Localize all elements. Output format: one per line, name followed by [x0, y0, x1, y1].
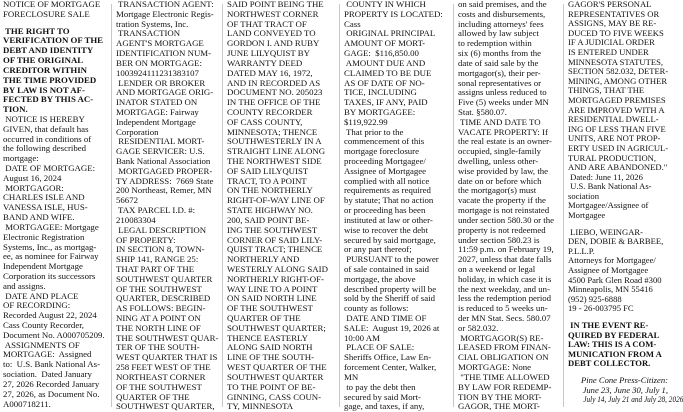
notice-line: ALONG SAID NORTH: [227, 342, 313, 353]
notice-line: county as follows:: [344, 303, 409, 314]
notice-line: commencement of this: [344, 136, 425, 147]
notice-line: wise provided by law, the: [458, 165, 549, 176]
notice-line: is reduced to 5 weeks un-: [458, 303, 548, 314]
notice-line: DOCUMENT NO. 205023: [227, 87, 323, 98]
notice-line: WESTERLY ALONG SAID: [227, 263, 328, 274]
notice-line: BER ON MORTGAGE:: [116, 57, 202, 68]
notice-line: NOTICE OF MORTGAGE: [3, 0, 101, 9]
notice-line: PROPERTY IS LOCATED:: [344, 8, 443, 19]
notice-line: GIVEN, that default has: [3, 123, 89, 134]
notice-line: ON THE NORTHERLY: [227, 185, 313, 196]
notice-line: AMOUNT DUE AND: [344, 57, 426, 68]
notice-line: FECTED BY THIS AC-: [3, 94, 94, 105]
notice-line: described property will be: [344, 283, 437, 294]
notice-line: AND MORTGAGE ORIG-: [116, 87, 214, 98]
notice-line: NORTHWEST CORNER: [227, 8, 319, 19]
notice-line: sociation: [568, 190, 600, 201]
notice-line: and assigns.: [3, 280, 46, 291]
notice-line: Attorneys for Mortgagee/: [568, 255, 656, 266]
notice-line: MINNESOTA; THENCE: [227, 126, 318, 137]
notice-line: instituted at law or other-: [344, 214, 433, 225]
notice-line: der MN Stat. Secs. 580.07: [458, 313, 551, 323]
notice-line: QUIST TRACT; THENCE: [227, 244, 323, 255]
notice-line: Independent Mortgage: [3, 261, 83, 272]
notice-line: OF THE ORIGINAL: [3, 55, 84, 66]
notice-line: GAGOR'S PERSONAL: [568, 0, 652, 9]
notice-column-4: [344, 0, 452, 411]
notice-line: BY MORTGAGEE:: [344, 106, 416, 117]
notice-line: TURAL PRODUCTION,: [568, 152, 657, 163]
notice-column-6: [568, 0, 683, 411]
notice-line: RESIDENTIAL MORT-: [116, 136, 205, 147]
notice-line: COUNTY RECORDER: [227, 106, 313, 117]
notice-line: mortgage, the above: [344, 273, 416, 284]
notice-line: THAT PART OF THE: [116, 263, 195, 274]
notice-line: gage, and taxes, if any,: [344, 401, 425, 412]
notice-line: OF THAT TRACT OF: [227, 18, 307, 29]
notice-line: GORDON I. AND RUBY: [227, 38, 320, 49]
column-divider: [111, 4, 112, 407]
notice-line: THE SOUTHWEST QUAR-: [116, 332, 219, 343]
column-divider: [563, 4, 564, 407]
notice-line: secured by said Mort-: [344, 391, 421, 402]
notice-line: TY ADDRESS: 7669 State: [116, 175, 214, 186]
notice-line: Recorded August 22, 2024: [3, 310, 97, 321]
notice-line: DATE OF MORTGAGE:: [3, 163, 96, 173]
notice-line: MORTGAGE: None: [458, 362, 532, 373]
notice-line: property is not redeemed: [458, 224, 546, 235]
notice-line: NOTICE IS HEREBY: [3, 113, 85, 124]
notice-line: GAGE: $116,850.00: [344, 48, 419, 59]
notice-line: CREDITOR WITHIN: [3, 64, 87, 75]
notice-line: August 16, 2024: [3, 172, 62, 183]
notice-line: MORTGAGE: Assigned: [3, 349, 92, 360]
notice-line: Cass County Recorder,: [3, 320, 85, 330]
notice-line: or proceeding has been: [344, 205, 426, 216]
notice-line: mortgage:: [3, 153, 39, 164]
notice-line: GAGE SERVICER: U.S.: [116, 146, 205, 157]
notice-line: INATOR STATED ON: [116, 97, 198, 108]
notice-line: MINING, AMONG OTHER: [568, 75, 668, 86]
notice-line: SOUTHWEST QUARTER;: [227, 322, 326, 333]
notice-line: the next weekday, and un-: [458, 283, 551, 294]
notice-column-2: [116, 0, 220, 411]
notice-column-5: [458, 0, 562, 411]
notice-line: IN THE OFFICE OF THE: [227, 97, 321, 108]
notice-line: IF A JUDICIAL ORDER: [568, 37, 655, 48]
notice-line: DEBT AND IDENTITY: [3, 45, 94, 56]
notice-line: U.S. Bank National As-: [568, 181, 652, 192]
notice-line: allowed by law subject: [458, 28, 539, 39]
notice-line: QUARTER, DESCRIBED: [116, 293, 211, 304]
notice-line: 27, 2026 Recorded January: [3, 378, 100, 389]
notice-line: COUNTY IN WHICH: [344, 0, 426, 9]
notice-line: MINNESOTA STATUTES,: [568, 56, 664, 67]
notice-line: QUIRED BY FEDERAL: [568, 329, 660, 340]
notice-line: Electronic Registration: [3, 231, 85, 242]
notice-line: occurred in conditions of: [3, 133, 92, 144]
notice-line: QUARTER OF THE: [227, 313, 301, 323]
notice-line: QUARTER OF THE: [116, 391, 190, 402]
notice-line: LEASED FROM FINAN-: [458, 342, 551, 353]
notice-line: VACATE PROPERTY: If: [458, 126, 548, 137]
notice-line: TER OF THE SOUTH-: [116, 342, 200, 353]
notice-line: assigns unless reduced to: [458, 87, 547, 98]
notice-line: ING OF LESS THAN FIVE: [568, 123, 666, 134]
notice-line: SAID POINT BEING THE: [227, 0, 324, 9]
notice-line: 2027, unless that date falls: [458, 254, 552, 265]
notice-line: OF RECORDING:: [3, 300, 71, 311]
notice-line: PLACE OF SALE:: [344, 342, 415, 353]
notice-line: LINE OF THE SOUTH-: [227, 352, 315, 363]
notice-line: TRANSACTION AGENT:: [116, 0, 214, 9]
column-divider: [339, 4, 340, 407]
notice-line: CORNER OF SAID LILY-: [227, 234, 323, 245]
notice-line: occupied, single-family: [458, 146, 542, 157]
notice-line: Mortgagee: [568, 210, 606, 221]
notice-line: UNITS, ARE NOT PROP-: [568, 133, 661, 144]
notice-line: WAY LINE TO A POINT: [227, 283, 318, 294]
notice-line: NORTHERLY RIGHT-OF-: [227, 273, 324, 284]
notice-line: by statute; That no action: [344, 195, 434, 206]
notice-line: AS OF DATE OF NO-: [344, 77, 425, 88]
notice-line: That prior to the: [344, 126, 404, 137]
notice-line: secured by said mortgage,: [344, 234, 436, 245]
notice-line: 200, SAID POINT BE-: [227, 214, 310, 225]
notice-line: the following described: [3, 143, 87, 154]
notice-line: STRAIGHT LINE ALONG: [227, 146, 326, 157]
notice-line: THE TIME PROVIDED: [3, 74, 97, 85]
notice-line: RESIDENTIAL DWELL-: [568, 114, 659, 125]
notice-line: AGENT'S MORTGAGE: [116, 38, 204, 49]
notice-line: Corporation: [116, 126, 159, 137]
notice-line: LEGAL DESCRIPTION: [116, 224, 207, 235]
notice-line: OF SAID LILYQUIST: [227, 165, 309, 176]
notice-line: RIGHT-OF-WAY LINE OF: [227, 195, 325, 206]
notice-line: LAND CONVEYED TO: [227, 28, 316, 39]
notice-line: WARRANTY DEED: [227, 57, 303, 68]
notice-line: WEST QUARTER THAT IS: [116, 352, 218, 363]
notice-line: THE NORTH LINE OF: [116, 322, 201, 333]
notice-line: date on or before which: [458, 175, 542, 186]
notice-line: AMOUNT OF MORT-: [344, 38, 426, 49]
notice-line: ee, as nominee for Fairway: [3, 251, 99, 262]
notice-line: OF THE SOUTHWEST: [227, 303, 313, 314]
notice-line: BY LAW FOR REDEMP-: [458, 381, 552, 392]
notice-line: TIME AND DATE TO: [458, 116, 541, 127]
notice-line: SALE: August 19, 2026 at: [344, 322, 440, 333]
notice-line: dwelling, unless other-: [458, 156, 539, 166]
notice-line: under section 580.30 or the: [458, 214, 555, 225]
notice-line: 1003924111231383107: [116, 67, 199, 78]
notice-line: VERIFICATION OF THE: [3, 35, 104, 46]
notice-line: to: U.S. Bank National As-: [3, 359, 101, 370]
notice-line: Mortgage Electronic Regis-: [116, 8, 214, 19]
notice-line: "THE TIME ALLOWED: [458, 371, 550, 382]
notice-line: P.L.L.P.: [568, 245, 595, 256]
notice-line: Sheriffs Office, Law En-: [344, 352, 432, 363]
notice-line: IN THE EVENT RE-: [568, 320, 649, 330]
notice-line: ON SAID NORTH LINE: [227, 293, 317, 304]
notice-line: STATE HIGHWAY NO.: [227, 205, 313, 216]
notice-line: GAGOR, THE MORT-: [458, 401, 540, 412]
notice-line: Cass: [344, 18, 361, 29]
notice-line: CIAL OBLIGATION ON: [458, 352, 549, 363]
notice-line: SOUTHWESTERLY IN A: [227, 136, 322, 147]
notice-line: FORECLOSURE SALE: [3, 8, 90, 19]
notice-line: NING AT A POINT ON: [116, 313, 201, 323]
notice-line: Minneapolis, MN 55416: [568, 284, 653, 295]
notice-line: Dated: June 11, 2026: [568, 171, 643, 182]
notice-line: TO THE POINT OF BE-: [227, 381, 316, 392]
notice-line: 19 - 26-003795 FC: [568, 303, 634, 314]
notice-line: OF THE SOUTHWEST: [116, 283, 202, 294]
notice-column-1: [3, 0, 109, 411]
notice-line: Bank National Association: [116, 156, 211, 166]
notice-line: June 23, June 30, July 1,: [582, 384, 668, 395]
notice-line: GINNING, CASS COUN-: [227, 391, 322, 402]
notice-line: WEST QUARTER OF THE: [227, 362, 327, 373]
notice-line: AS FOLLOWS: BEGIN-: [116, 303, 206, 314]
notice-line: CLAIMED TO BE DUE: [344, 67, 432, 78]
notice-line: Pine Cone Press-Citizen:: [580, 374, 668, 385]
column-divider: [222, 4, 223, 407]
notice-line: DUCED TO FIVE WEEKS: [568, 27, 664, 38]
notice-line: BY LAW IS NOT AF-: [3, 84, 85, 95]
notice-line: requirements as required: [344, 185, 431, 196]
notice-line: DATE AND TIME OF: [344, 313, 427, 323]
notice-line: the real estate is an owner-: [458, 136, 552, 147]
notice-line: vacate the property if the: [458, 195, 546, 206]
notice-line: MUNICATION FROM A: [568, 348, 662, 359]
notice-line: SOUTHWEST QUARTER: [116, 273, 213, 284]
notice-line: ASSIGNMENTS OF: [3, 339, 80, 350]
notice-line: or any part thereof;: [344, 244, 412, 255]
notice-line: DATE AND PLACE: [3, 290, 79, 301]
notice-line: to redemption within: [458, 38, 532, 49]
notice-line: REPRESENTATIVES OR: [568, 8, 660, 19]
notice-line: forcement Center, Walker,: [344, 362, 437, 373]
notice-line: holiday, in which case it is: [458, 273, 552, 284]
notice-line: TICE, INCLUDING: [344, 87, 417, 98]
notice-line: Five (5) weeks under MN: [458, 97, 549, 108]
notice-line: Assignee of Mortgagee: [568, 265, 649, 276]
notice-line: MN: [344, 371, 359, 382]
notice-line: MORTGAGOR(S) RE-: [458, 332, 544, 343]
notice-line: including attorneys' fees: [458, 18, 544, 29]
notice-line: OF PROPERTY:: [116, 234, 176, 245]
notice-line: LIEBO, WEINGAR-: [568, 226, 644, 237]
notice-line: ARE IMPROVED WITH A: [568, 104, 665, 115]
notice-line: mortgagor(s), their per-: [458, 67, 541, 78]
notice-line: IN SECTION 8, TOWN-: [116, 244, 205, 255]
notice-line: Independent Mortgage: [116, 116, 196, 127]
notice-line: SOUTHWEST QUARTER,: [116, 401, 215, 412]
notice-line: less the redemption period: [458, 293, 552, 304]
notice-line: OF CASS COUNTY,: [227, 116, 303, 127]
notice-line: Systems, Inc., as mortgag-: [3, 241, 97, 252]
notice-line: sociation. Dated January: [3, 369, 92, 380]
notice-line: OF THE SOUTHWEST: [116, 381, 202, 392]
notice-line: or 582.032.: [458, 322, 499, 333]
notice-line: MORTGAGEE: Mortgage: [3, 221, 99, 232]
notice-line: 258 FEET WEST OF THE: [116, 362, 211, 373]
notice-line: wise to recover the debt: [344, 224, 429, 235]
notice-line: TAXES, IF ANY, PAID: [344, 97, 428, 108]
notice-line: SECTION 582.032, DETER-: [568, 66, 669, 77]
notice-line: NORTHEAST CORNER: [116, 371, 206, 382]
notice-line: SOUTHWEST QUARTER: [227, 371, 324, 382]
notice-line: MORTGAGE: Fairway: [116, 106, 199, 117]
notice-line: to pay the debt then: [344, 381, 416, 392]
notice-line: complied with all notice: [344, 175, 430, 186]
notice-line: (952) 925-6888: [568, 293, 622, 304]
notice-line: JUNE LILYQUIST BY: [227, 48, 311, 59]
notice-line: mortgage foreclosure: [344, 146, 419, 157]
notice-line: IDENTIFICATION NUM-: [116, 48, 212, 59]
notice-line: AND IN RECORDED AS: [227, 77, 321, 88]
notice-line: proceeding Mortgagee/: [344, 156, 426, 166]
notice-line: TRANSACTION: [116, 28, 181, 39]
notice-line: SHIP 141, RANGE 25:: [116, 254, 199, 265]
notice-line: NORTHERLY AND: [227, 254, 300, 265]
notice-line: 11:59 p.m. on February 19,: [458, 244, 554, 255]
column-divider: [453, 4, 454, 407]
notice-line: TRACT, TO A POINT: [227, 175, 307, 186]
notice-line: CHARLES ISLE AND: [3, 192, 85, 203]
notice-line: 4500 Park Glen Road #300: [568, 274, 662, 285]
notice-line: Stat. §580.07.: [458, 106, 507, 117]
notice-line: sold by the Sheriff of said: [344, 293, 435, 304]
notice-line: BAND AND WIFE.: [3, 212, 75, 223]
notice-line: Document No. A000705209.: [3, 329, 105, 340]
notice-line: IS ENTERED UNDER: [568, 46, 649, 57]
notice-line: THE NORTHWEST SIDE: [227, 156, 322, 166]
notice-line: LAW: THIS IS A COM-: [568, 339, 657, 350]
notice-line: Corporation its successors: [3, 270, 96, 281]
notice-line: 10:00 AM: [344, 332, 380, 343]
notice-line: 56672: [116, 195, 138, 206]
notice-line: THE RIGHT TO: [3, 25, 70, 36]
notice-line: VANESSA ISLE, HUS-: [3, 202, 88, 213]
notice-line: ORIGINAL PRINCIPAL: [344, 28, 436, 39]
notice-line: THINGS, THAT THE: [568, 85, 645, 96]
notice-line: $119,922.99: [344, 116, 388, 127]
notice-line: 210083304: [116, 214, 156, 225]
notice-line: tration Systems, Inc.: [116, 18, 189, 29]
notice-line: ING THE SOUTHWEST: [227, 224, 318, 235]
notice-line: six (6) months from the: [458, 48, 542, 59]
notice-line: TION.: [3, 104, 28, 115]
notice-line: mortgage is not reinstated: [458, 205, 550, 216]
notice-line: MORTGAGED PROPER-: [116, 165, 213, 176]
notice-column-3: [227, 0, 337, 411]
notice-line: the mortgagor(s) must: [458, 185, 537, 196]
notice-line: A000718211.: [3, 398, 51, 409]
notice-line: costs and disbursements,: [458, 8, 546, 19]
notice-line: Mortgagee/Assignee of: [568, 200, 649, 211]
notice-line: of sale contained in said: [344, 263, 430, 274]
notice-line: ERTY USED IN AGRICUL-: [568, 142, 669, 153]
notice-line: Assignee of Mortgagee: [344, 165, 427, 176]
notice-line: on said premises, and the: [458, 0, 547, 9]
notice-line: TY, MINNESOTA: [227, 401, 294, 412]
notice-line: DEBT COLLECTOR.: [568, 358, 651, 369]
notice-line: DATED MAY 16, 1972,: [227, 67, 313, 78]
notice-line: MORTGAGOR:: [3, 182, 64, 193]
notice-line: LENDER OR BROKER: [116, 77, 206, 88]
notice-line: July 14, July 21 and July 28, 2026: [583, 394, 683, 405]
notice-line: sonal representatives or: [458, 77, 542, 88]
notice-line: 27, 2026, as Document No.: [3, 388, 100, 399]
notice-line: TION BY THE MORT-: [458, 391, 542, 402]
notice-line: on a weekend or legal: [458, 263, 536, 274]
notice-line: TAX PARCEL I.D. #:: [116, 205, 196, 216]
notice-line: MORTGAGED PREMISES: [568, 94, 666, 105]
notice-line: ASSIGNS, MAY BE RE-: [568, 18, 657, 29]
notice-line: PURSUANT to the power: [344, 254, 439, 265]
notice-line: DEN, DOBIE & BARBEE,: [568, 236, 664, 247]
notice-line: AND ARE ABANDONED.": [568, 162, 668, 173]
notice-line: under section 580.23 is: [458, 234, 540, 245]
notice-line: THENCE EASTERLY: [227, 332, 308, 343]
notice-line: date of said sale by the: [458, 57, 539, 68]
notice-line: 200 Northeast, Remer, MN: [116, 185, 212, 196]
